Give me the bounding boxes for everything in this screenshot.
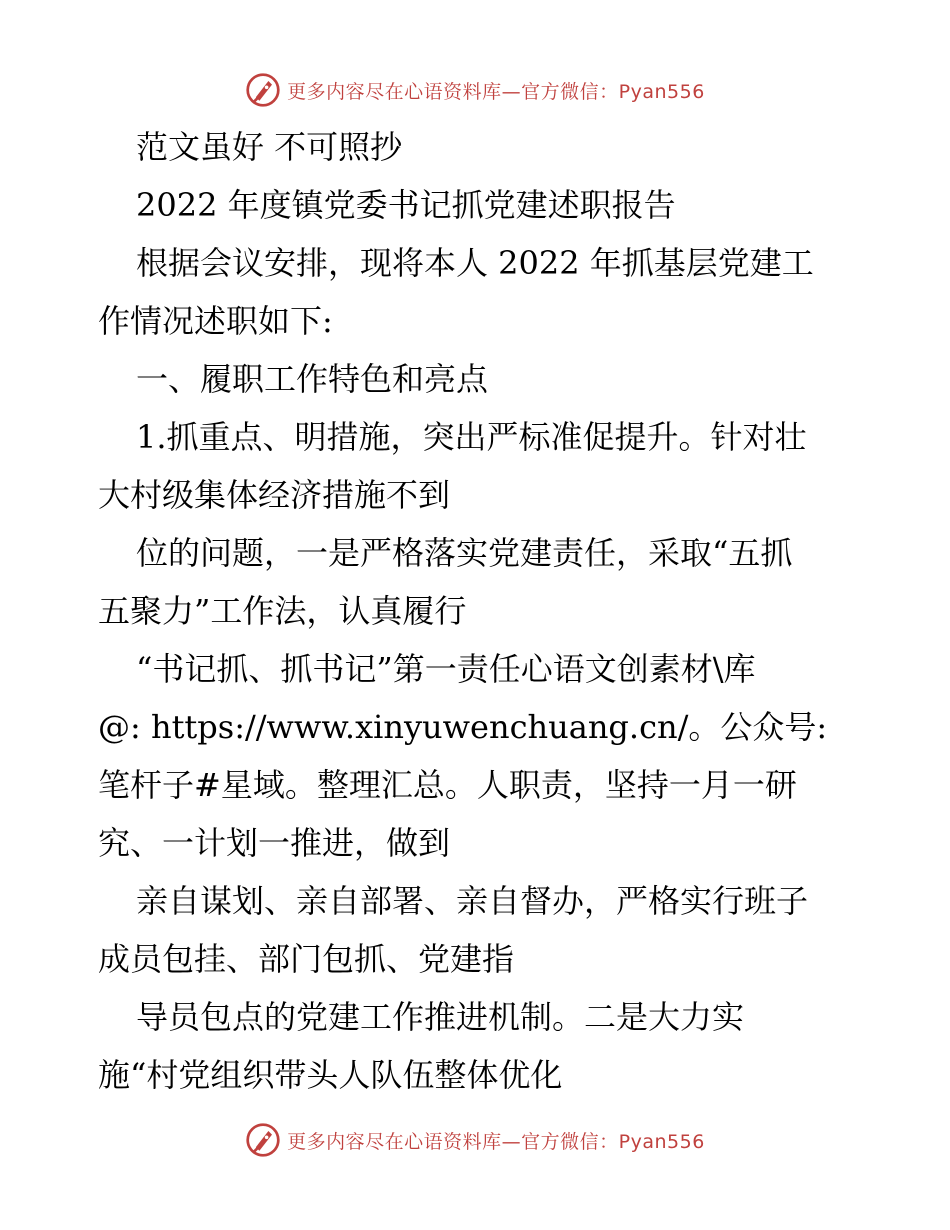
document-line: 作情况述职如下: (98, 302, 333, 340)
header-banner (0, 70, 950, 110)
document-line: @: https://www.xinyuwenchuang.cn/。公众号: (98, 708, 828, 746)
document-line: 大村级集体经济措施不到 (98, 476, 451, 514)
document-line: 根据会议安排，现将本人 2022 年抓基层党建工 (136, 244, 814, 282)
document-line: 亲自谋划、亲自部署、亲自督办，严格实行班子 (136, 882, 809, 920)
document-line: 2022 年度镇党委书记抓党建述职报告 (136, 186, 676, 224)
document-line: 位的问题，一是严格落实党建责任，采取“五抓 (136, 534, 793, 572)
pen-nib-logo-icon (245, 72, 281, 108)
document-line: 范文虽好 不可照抄 (136, 128, 403, 166)
document-line: 一、履职工作特色和亮点 (136, 360, 489, 398)
document-line: 究、一计划一推进，做到 (98, 824, 451, 862)
header-banner-text: 更多内容尽在心语资料库—官方微信：Pyan556 (287, 80, 705, 103)
document-line: 五聚力”工作法，认真履行 (98, 592, 467, 630)
footer-banner-text: 更多内容尽在心语资料库—官方微信：Pyan556 (287, 1130, 705, 1153)
document-line: “书记抓、抓书记”第一责任心语文创素材\库 (136, 650, 756, 688)
pen-nib-logo-icon (245, 1122, 281, 1158)
document-line: 1.抓重点、明措施，突出严标准促提升。针对壮 (136, 418, 807, 456)
footer-banner (0, 1120, 950, 1160)
document-line: 导员包点的党建工作推进机制。二是大力实 (136, 998, 745, 1036)
document-body (98, 118, 858, 1104)
document-line: 成员包挂、部门包抓、党建指 (98, 940, 515, 978)
document-line: 施“村党组织带头人队伍整体优化 (98, 1056, 563, 1094)
document-line: 笔杆子#星域。整理汇总。人职责，坚持一月一研 (98, 766, 797, 804)
